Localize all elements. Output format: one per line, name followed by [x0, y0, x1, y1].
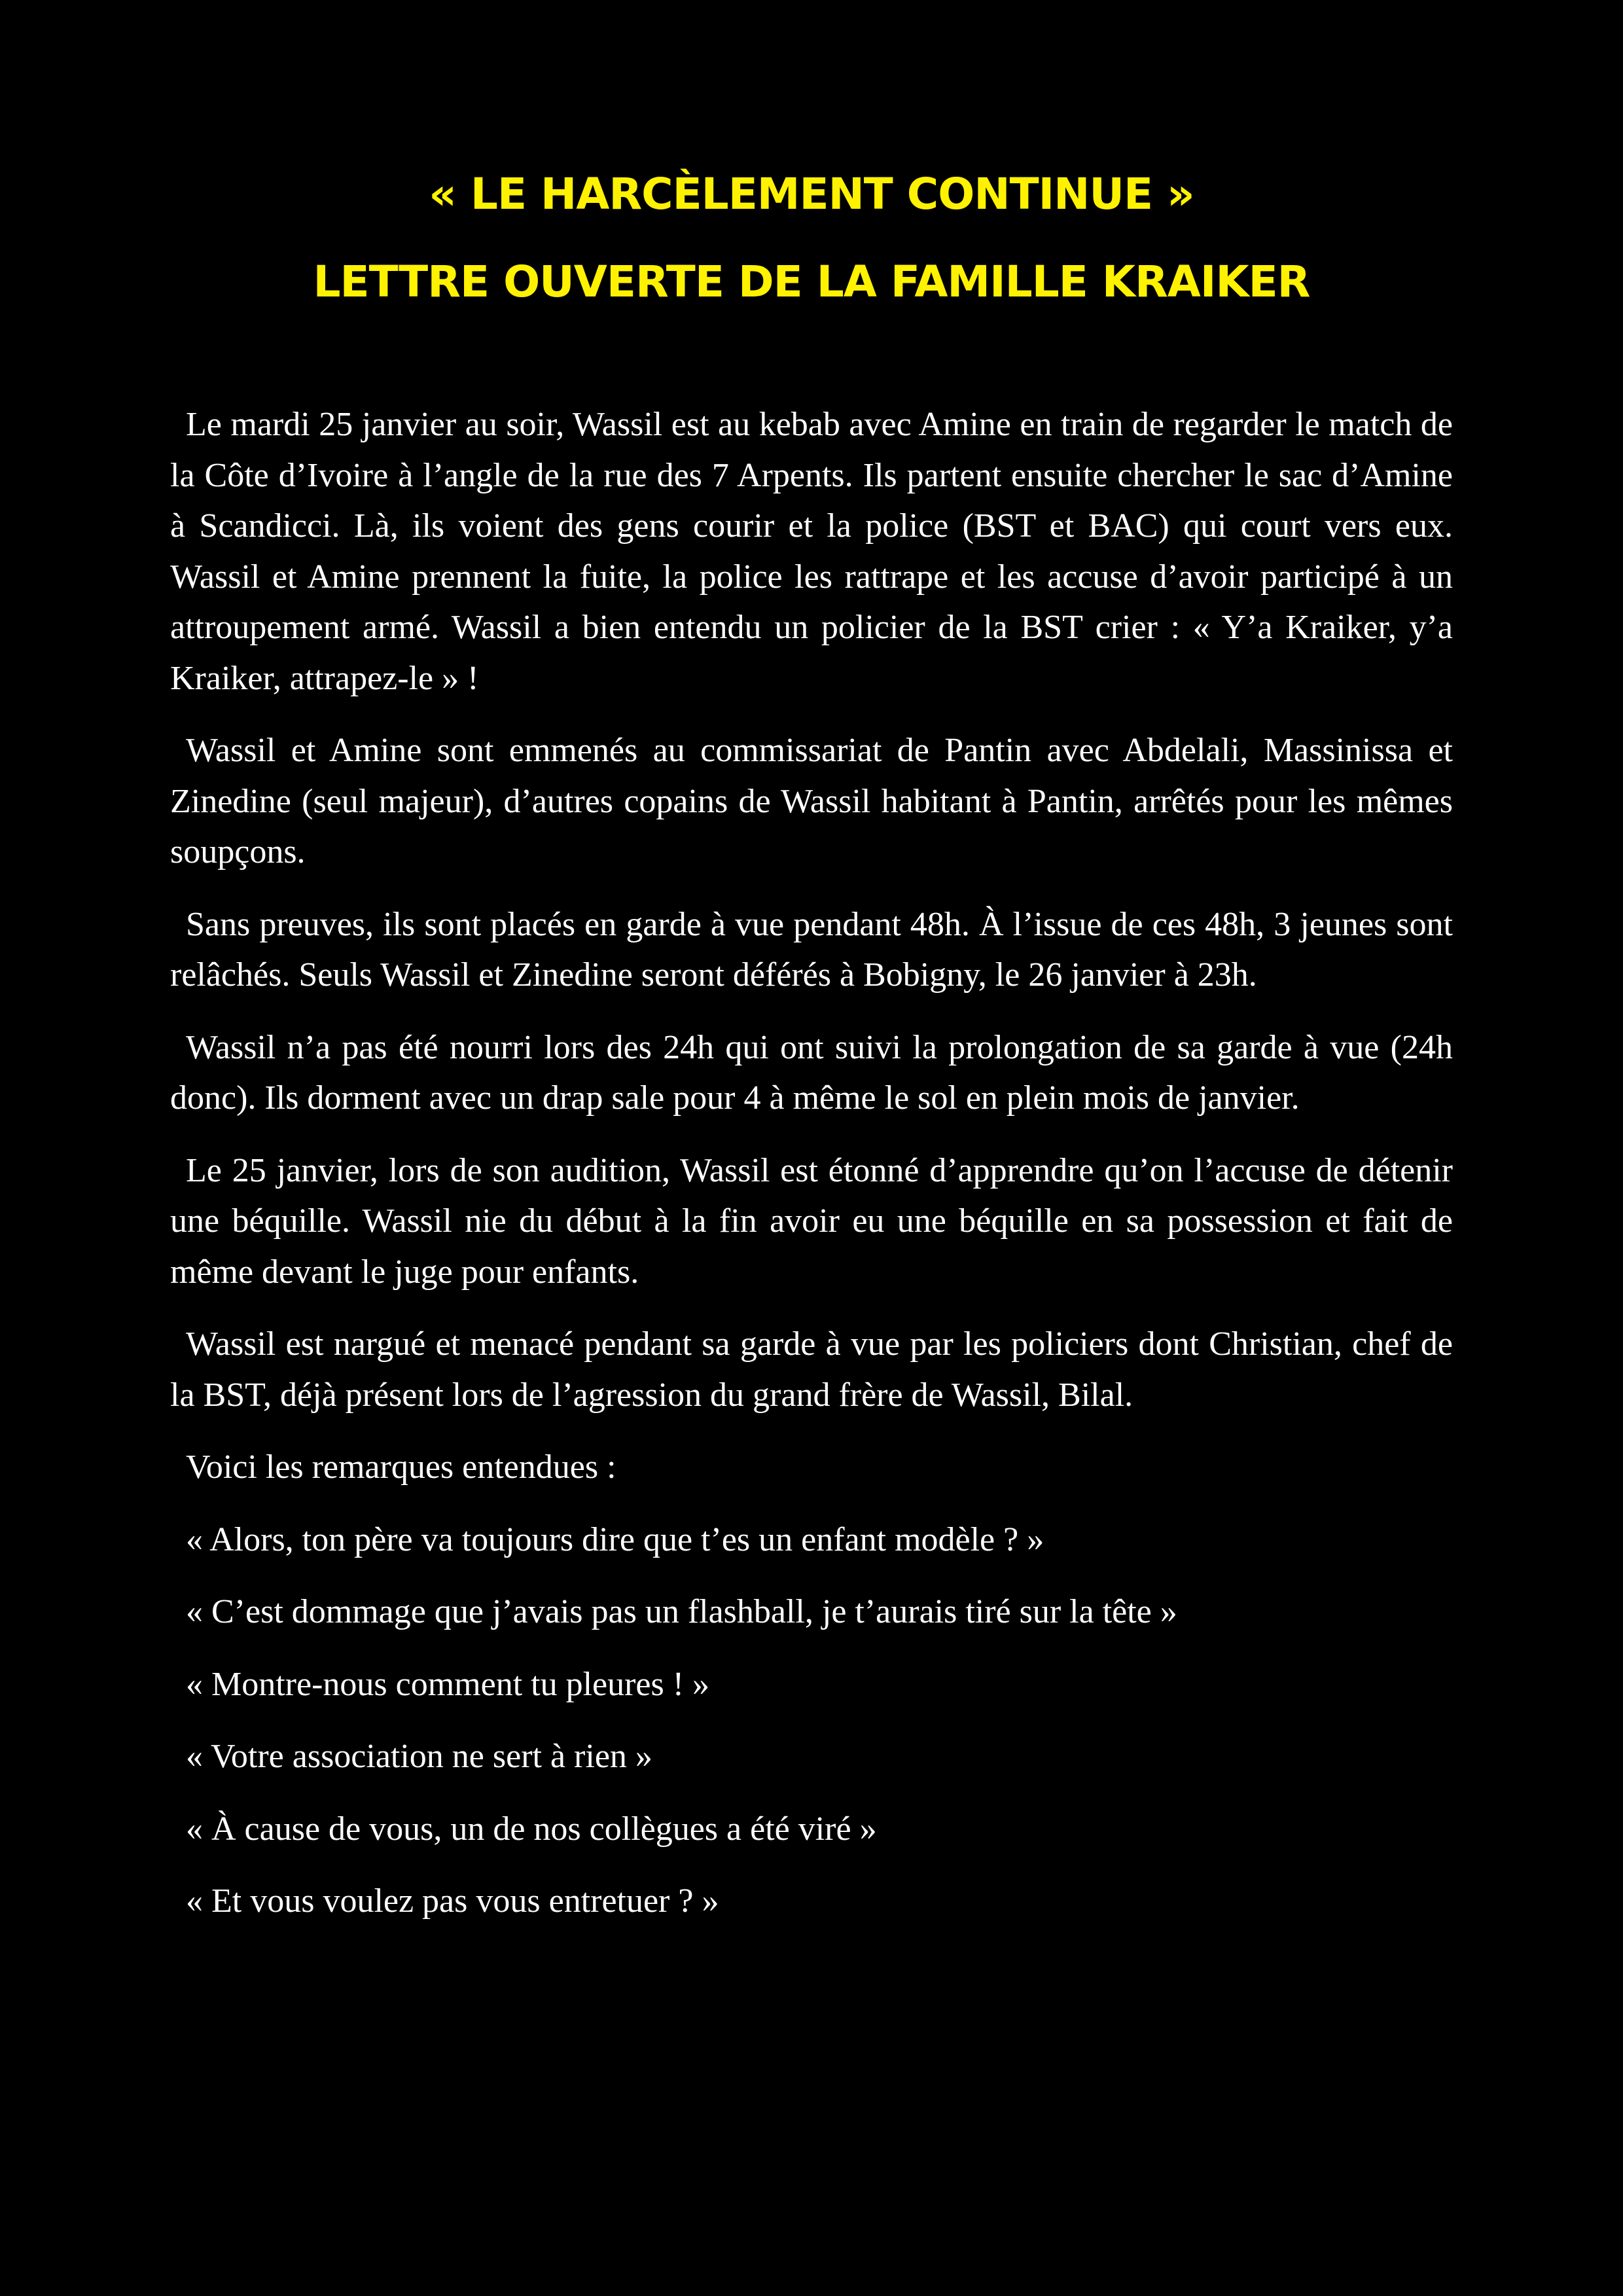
paragraph-6: Wassil est nargué et menacé pendant sa garde à vue par les policiers dont Christian, chef de la BST, déjà présent lors de l’agression du grand frère de Wassil, Bilal.	[170, 1325, 1453, 1414]
title-line-2: LETTRE OUVERTE DE LA FAMILLE KRAIKER	[313, 257, 1310, 307]
quote-3: « Montre-nous comment tu pleures ! »	[186, 1665, 710, 1703]
quote-5: « À cause de vous, un de nos collègues a été viré »	[186, 1810, 877, 1848]
paragraph-4: Wassil n’a pas été nourri lors des 24h qui ont suivi la prolongation de sa garde à vue (24h donc). Ils dorment avec un drap sale pour 4 à même le sol en plein mois de janvier.	[170, 1028, 1453, 1117]
paragraph-7: Voici les remarques entendues :	[186, 1448, 616, 1486]
paragraph-5: Le 25 janvier, lors de son audition, Wassil est étonné d’apprendre qu’on l’accuse de détenir une béquille. Wassil nie du début à la fin avoir eu une béquille en sa possession et fait de même devant le juge pour enfants.	[170, 1151, 1453, 1291]
paragraph-2: Wassil et Amine sont emmenés au commissariat de Pantin avec Abdelali, Massinissa et Zinedine (seul majeur), d’autres copains de Wassil habitant à Pantin, arrêtés pour les mêmes soupçons.	[170, 732, 1453, 870]
quote-1: « Alors, ton père va toujours dire que t’es un enfant modèle ? »	[186, 1520, 1044, 1558]
letter-body	[170, 399, 1453, 1948]
paragraph-1: Le mardi 25 janvier au soir, Wassil est au kebab avec Amine en train de regarder le match de la Côte d’Ivoire à l’angle de la rue des 7 Arpents. Ils partent ensuite chercher le sac d’Amine à Scandicci. Là, ils voient des gens courir et la police (BST et BAC) qui court vers eux. Wassil et Amine prennent la fuite, la police les rattrape et les accuse d’avoir participé à un attroupement armé. Wassil a bien entendu un policier de la BST crier : « Y’a Kraiker, y’a Kraiker, attrapez-le » !	[170, 406, 1453, 697]
paragraph-3: Sans preuves, ils sont placés en garde à vue pendant 48h. À l’issue de ces 48h, 3 jeunes sont relâchés. Seuls Wassil et Zinedine seront déférés à Bobigny, le 26 janvier à 23h.	[170, 905, 1453, 994]
title-block	[0, 151, 1623, 326]
quote-6: « Et vous voulez pas vous entretuer ? »	[186, 1882, 719, 1920]
title-line-1: « LE HARCÈLEMENT CONTINUE »	[429, 169, 1194, 219]
quote-4: « Votre association ne sert à rien »	[186, 1738, 652, 1775]
quote-2: « C’est dommage que j’avais pas un flashball, je t’aurais tiré sur la tête »	[186, 1593, 1177, 1630]
